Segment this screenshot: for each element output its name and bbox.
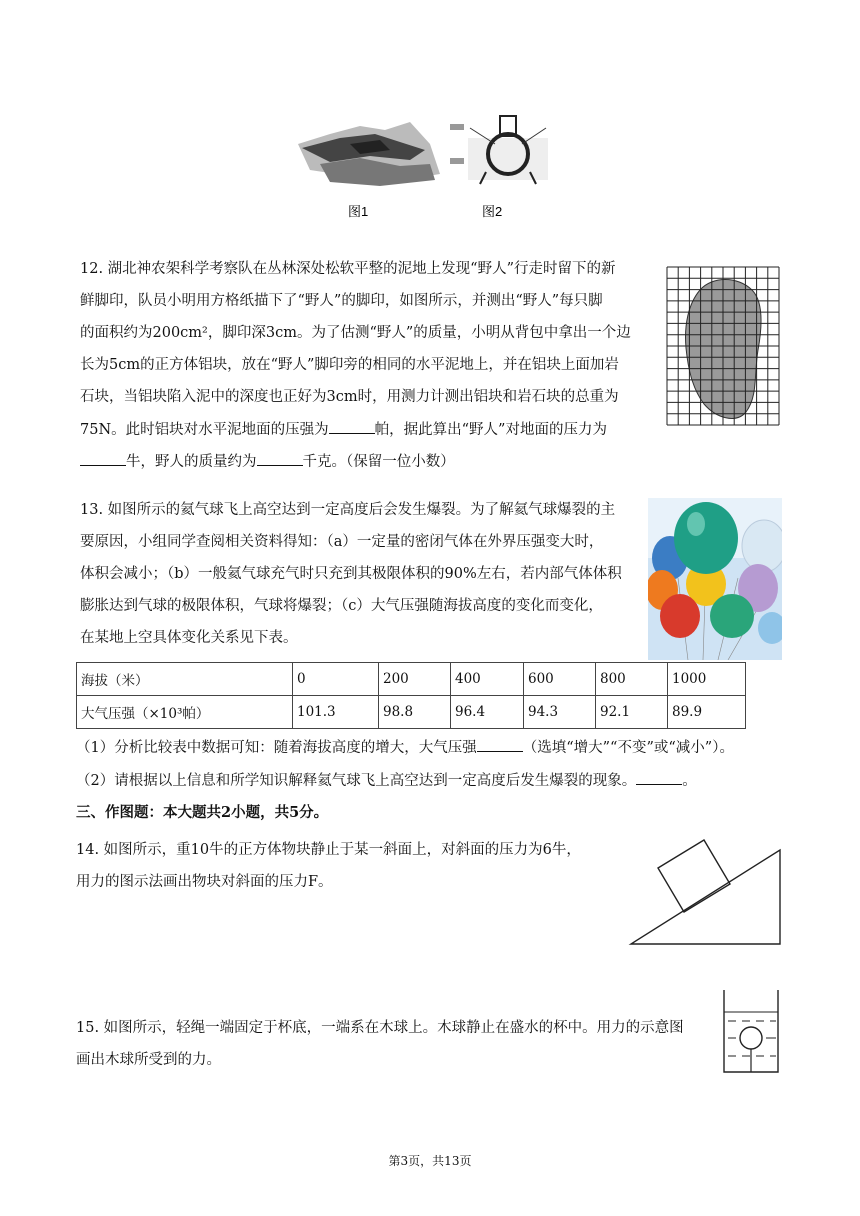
q13-sub-2: [76, 770, 697, 791]
table-row-altitude: [77, 663, 746, 696]
answer-blank-mass[interactable]: [257, 451, 303, 466]
q14-line-1: 14. 如图所示，重10牛的正方体物块静止于某一斜面上，对斜面的压力为6牛，: [76, 842, 581, 858]
table-cell: 92.1: [596, 696, 668, 729]
q12-line-5: 石块，当铝块陷入泥中的深度也正好为3cm时，用测力计测出铝块和岩石块的总重为: [80, 389, 619, 405]
fig1-label: 图1: [348, 204, 369, 219]
q12-line-7-text-a: 牛，野人的质量约为: [126, 454, 257, 470]
table-cell: 96.4: [451, 696, 524, 729]
table-cell: 200: [379, 663, 451, 696]
q13-line-5: 在某地上空具体变化关系见下表。: [80, 630, 298, 646]
table-cell: 98.8: [379, 696, 451, 729]
incline-plane: [631, 850, 780, 944]
q12-line-1: 12. 湖北神农架科学考察队在丛林深处松软平整的泥地上发现“野人”行走时留下的新: [80, 261, 616, 277]
q12-line-7-text-b: 千克。（保留一位小数）: [302, 454, 455, 470]
footprint-grid-figure: [666, 266, 780, 426]
q14-line-2: 用力的图示法画出物块对斜面的压力F。: [76, 874, 333, 890]
q13-line-1: 13. 如图所示的氦气球飞上高空达到一定高度后会发生爆裂。为了解氦气球爆裂的主: [80, 502, 616, 518]
q13-line-4: 膨胀达到气球的极限体积，气球将爆裂；（c）大气压强随海拔高度的变化而变化，: [80, 598, 603, 614]
q12-line-6-text-b: 帕，据此算出“野人”对地面的压力为: [374, 422, 607, 438]
table-cell: 400: [451, 663, 524, 696]
incline-block-figure: [628, 800, 784, 948]
q12-line-2: 鲜脚印，队员小明用方格纸描下了“野人”的脚印，如图所示，并测出“野人”每只脚: [80, 293, 603, 309]
answer-blank-force[interactable]: [80, 451, 126, 466]
answer-blank-pressure[interactable]: [329, 419, 375, 434]
fig2-label: 图2: [482, 204, 503, 219]
q15-line-2: 画出木球所受到的力。: [76, 1052, 221, 1068]
q13-sub-1: [76, 737, 734, 758]
q12-line-7: [80, 451, 455, 472]
page-footer: 第3页，共13页: [388, 1154, 472, 1168]
table-cell: 94.3: [524, 696, 596, 729]
q13-line-2: 要原因，小组同学查阅相关资料得知：（a）一定量的密闭气体在外界压强变大时，: [80, 534, 604, 550]
q15-line-1: 15. 如图所示，轻绳一端固定于杯底，一端系在木球上。木球静止在盛水的杯中。用力的示意图: [76, 1020, 684, 1036]
q12-line-6: [80, 419, 607, 440]
q12-line-6-text-a: 75N。此时铝块对水平泥地面的压强为: [80, 422, 329, 438]
q12-line-3: 的面积约为200cm²，脚印深3cm。为了估测“野人”的质量，小明从背包中拿出一个边: [80, 325, 631, 341]
q13-sub-2-text-b: 。: [682, 773, 697, 789]
table-cell-label: 海拔（米）: [77, 663, 293, 696]
altitude-pressure-table: [76, 662, 746, 729]
table-cell: 101.3: [293, 696, 379, 729]
table-cell: 0: [293, 663, 379, 696]
answer-blank-explanation[interactable]: [636, 770, 682, 785]
cup-ball-figure: [720, 988, 782, 1074]
wooden-ball: [740, 1027, 762, 1049]
section-heading: 三、作图题：本大题共2小题，共5分。: [76, 804, 329, 821]
q12-line-4: 长为5cm的正方体铝块，放在“野人”脚印旁的相同的水平泥地上，并在铝块上面加岩: [80, 357, 619, 373]
balloons-photo: [648, 498, 782, 660]
cross-section-diagram: [450, 116, 548, 184]
table-cell: 600: [524, 663, 596, 696]
table-cell: 1000: [668, 663, 746, 696]
top-figure: [290, 104, 570, 224]
q13-sub-1-text-b: （选填“增大”“不变”或“减小”）。: [522, 740, 734, 756]
answer-blank-pressure-trend[interactable]: [477, 737, 523, 752]
table-cell: 89.9: [668, 696, 746, 729]
table-cell: 800: [596, 663, 668, 696]
table-cell-label: 大气压强（×10³帕）: [77, 696, 293, 729]
q13-line-3: 体积会减小；（b）一般氦气球充气时只充到其极限体积的90%左右，若内部气体体积: [80, 566, 622, 582]
footprint-mud-photo: [298, 122, 440, 186]
q13-sub-2-text-a: （2）请根据以上信息和所学知识解释氦气球飞上高空达到一定高度后发生爆裂的现象。: [76, 773, 637, 789]
q13-sub-1-text-a: （1）分析比较表中数据可知：随着海拔高度的增大，大气压强: [76, 740, 477, 756]
table-row-pressure: [77, 696, 746, 729]
cube-block: [658, 840, 730, 912]
grid-lines: [667, 267, 779, 425]
